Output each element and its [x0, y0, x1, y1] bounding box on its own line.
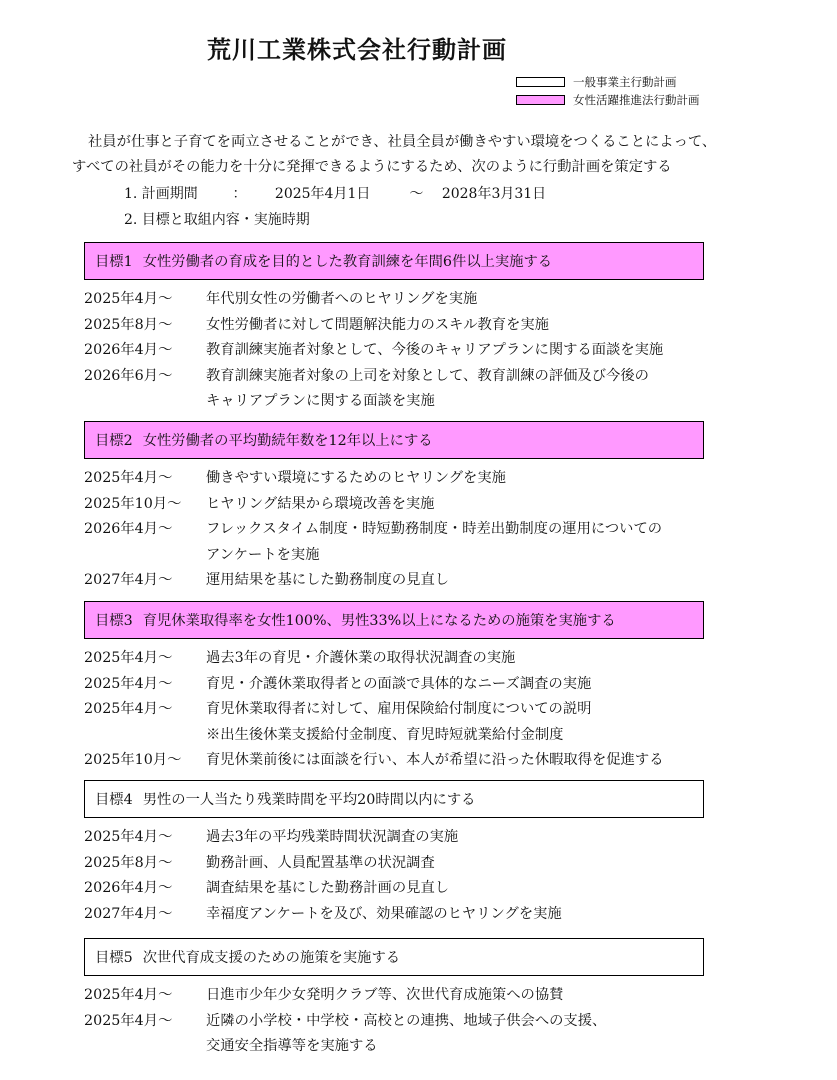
action-text-line: 育児休業取得者に対して、雇用保険給付制度についての説明	[206, 701, 592, 718]
action-item	[84, 1009, 784, 1060]
action-text	[206, 697, 591, 748]
action-item	[84, 338, 784, 364]
action-item	[84, 983, 784, 1009]
goal-box	[84, 938, 704, 976]
action-item	[84, 492, 784, 518]
action-item	[84, 748, 784, 774]
goal-text: 次世代育成支援のための施策を実施する	[142, 950, 401, 966]
action-text-line: 育児・介護休業取得者との面談で具体的なニーズ調査の実施	[206, 675, 592, 692]
goal-text: 男性の一人当たり残業時間を平均20時間以内にする	[142, 792, 476, 808]
goal-box	[84, 780, 704, 818]
goal-number: 目標5	[95, 950, 133, 966]
goal-number: 目標2	[95, 433, 133, 449]
legend-item-general	[516, 73, 700, 91]
action-item	[84, 287, 784, 313]
action-text-line: 女性労働者に対して問題解決能力のスキル教育を実施	[206, 316, 549, 333]
action-date: 2026年6月～	[84, 367, 173, 384]
plan-period	[124, 181, 546, 207]
action-date: 2025年4月～	[84, 1012, 173, 1029]
action-text	[206, 902, 562, 928]
action-item	[84, 851, 784, 877]
action-text	[206, 517, 662, 568]
action-text	[206, 748, 664, 774]
goal-box	[84, 601, 704, 639]
action-text	[206, 672, 591, 698]
legend-item-women	[516, 91, 700, 109]
legend-label-women: 女性活躍推進法行動計画	[573, 93, 700, 107]
goal-number: 目標3	[95, 613, 133, 629]
intro-line: 社員が仕事と子育てを両立させることができ、社員全員が働きやすい環境をつくることによって、	[88, 134, 717, 150]
action-text-line: アンケートを実施	[206, 546, 320, 563]
action-item	[84, 825, 784, 851]
action-date: 2025年4月～	[84, 675, 173, 692]
period-label: 1. 計画期間	[124, 186, 198, 202]
action-item	[84, 568, 784, 594]
action-text-line: 交通安全指導等を実施する	[206, 1038, 378, 1055]
action-text-line: 教育訓練実施者対象として、今後のキャリアプランに関する面談を実施	[206, 342, 664, 359]
action-item	[84, 466, 784, 492]
action-text	[206, 287, 477, 313]
goal-text: 女性労働者の育成を目的とした教育訓練を年間6件以上実施する	[142, 254, 553, 270]
action-text-line: ヒヤリング結果から環境改善を実施	[206, 495, 435, 512]
action-date: 2025年4月～	[84, 650, 173, 666]
action-date: 2025年10月～	[84, 495, 182, 512]
action-item	[84, 517, 784, 568]
period-tilde: ～	[409, 186, 424, 202]
action-date: 2025年4月～	[84, 291, 173, 307]
intro-paragraph	[72, 130, 808, 180]
action-item	[84, 313, 784, 339]
action-text	[206, 1009, 606, 1060]
goal-action-list	[84, 466, 784, 594]
goal-text: 女性労働者の平均勤続年数を12年以上にする	[142, 433, 433, 449]
action-date: 2026年4月～	[84, 521, 173, 538]
action-text-line: 日進市少年少女発明クラブ等、次世代育成施策への協賛	[206, 987, 564, 1003]
period-start: 2025年4月1日	[274, 186, 371, 202]
action-text-line: 調査結果を基にした勤務計画の見直し	[206, 880, 450, 897]
action-date: 2025年4月～	[84, 987, 173, 1003]
action-text	[206, 568, 449, 594]
goal-action-list	[84, 287, 784, 415]
action-item	[84, 672, 784, 698]
action-item	[84, 697, 784, 748]
page-title: 荒川工業株式会社行動計画	[207, 35, 507, 64]
action-text	[206, 338, 663, 364]
action-text-line: キャリアプランに関する面談を実施	[206, 393, 435, 410]
action-item	[84, 902, 784, 928]
goal-action-list	[84, 825, 784, 927]
action-text-line: 教育訓練実施者対象の上司を対象として、教育訓練の評価及び今後の	[206, 367, 649, 384]
action-text	[206, 646, 515, 672]
legend-swatch-general	[516, 77, 565, 87]
action-text	[206, 876, 449, 902]
action-date: 2026年4月～	[84, 880, 173, 897]
goal-box	[84, 421, 704, 459]
action-date: 2025年4月～	[84, 829, 173, 845]
legend	[516, 73, 700, 109]
action-text-line: フレックスタイム制度・時短勤務制度・時差出勤制度の運用についての	[206, 521, 663, 538]
period-end: 2028年3月31日	[441, 186, 547, 202]
action-date: 2027年4月～	[84, 905, 173, 922]
goal-number: 目標1	[95, 254, 133, 270]
intro-line: すべての社員がその能力を十分に発揮できるようにするため、次のように行動計画を策定する	[72, 159, 672, 175]
action-text-line: ※出生後休業支援給付金制度、育児時短就業給付金制度	[206, 726, 564, 743]
goal-box	[84, 242, 704, 280]
action-date: 2025年4月～	[84, 701, 173, 718]
period-colon: ：	[232, 186, 247, 202]
action-item	[84, 364, 784, 415]
goal-action-list	[84, 983, 784, 1060]
action-text-line: 育児休業前後には面談を行い、本人が希望に沿った休暇取得を促進する	[206, 752, 664, 769]
action-text-line: 近隣の小学校・中学校・高校との連携、地域子供会への支援、	[206, 1012, 607, 1029]
action-text-line: 幸福度アンケートを及び、効果確認のヒヤリングを実施	[206, 905, 562, 922]
action-text-line: 運用結果を基にした勤務制度の見直し	[206, 572, 450, 589]
goal-action-list	[84, 646, 784, 774]
action-text	[206, 492, 434, 518]
action-item	[84, 646, 784, 672]
action-text-line: 勤務計画、人員配置基準の状況調査	[206, 854, 435, 871]
action-text	[206, 466, 506, 492]
action-text-line: 年代別女性の労働者へのヒヤリングを実施	[206, 291, 478, 307]
action-date: 2025年4月～	[84, 470, 173, 486]
action-date: 2025年8月～	[84, 316, 173, 333]
action-text-line: 過去3年の平均残業時間状況調査の実施	[206, 829, 459, 845]
action-item	[84, 876, 784, 902]
section2-label: 2. 目標と取組内容・実施時期	[124, 212, 310, 228]
goal-text: 育児休業取得率を女性100%、男性33%以上になるための施策を実施する	[142, 613, 616, 629]
action-date: 2025年10月～	[84, 752, 182, 769]
action-date: 2025年8月～	[84, 854, 173, 871]
action-date: 2026年4月～	[84, 342, 173, 359]
legend-swatch-women	[516, 95, 565, 105]
action-text	[206, 851, 435, 877]
action-text	[206, 983, 563, 1009]
plan-meta	[124, 181, 546, 233]
action-text	[206, 364, 649, 415]
action-text-line: 働きやすい環境にするためのヒヤリングを実施	[206, 470, 506, 486]
legend-label-general: 一般事業主行動計画	[573, 75, 677, 89]
action-date: 2027年4月～	[84, 572, 173, 589]
goal-number: 目標4	[95, 792, 133, 808]
action-text	[206, 825, 458, 851]
action-text	[206, 313, 549, 339]
action-text-line: 過去3年の育児・介護休業の取得状況調査の実施	[206, 650, 516, 666]
